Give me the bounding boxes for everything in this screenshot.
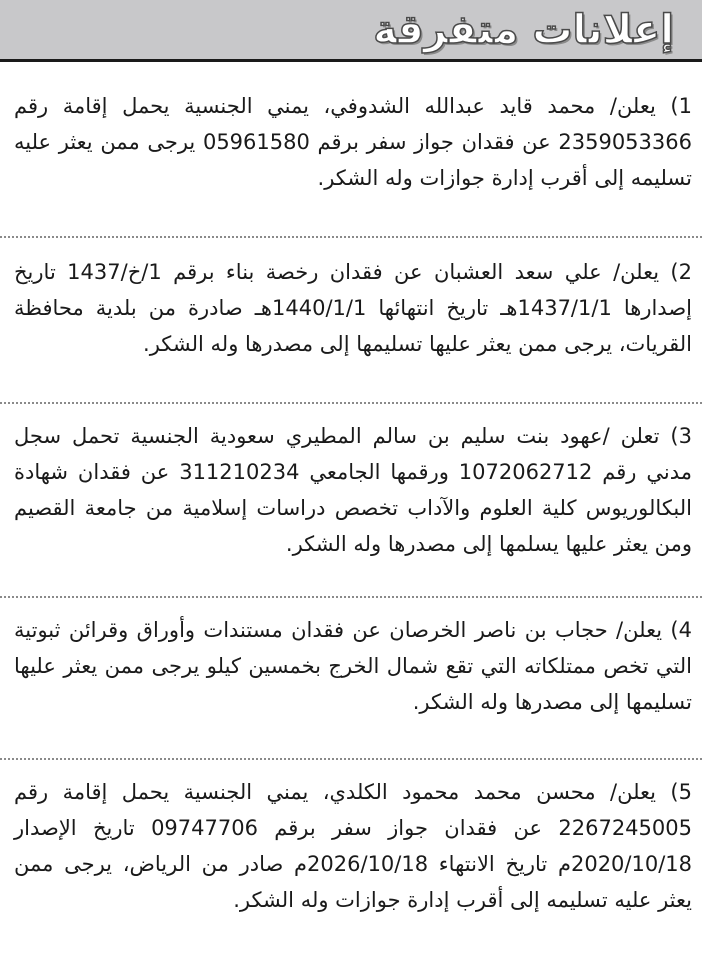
notice-text-2: 2) يعلن/ علي سعد العشبان عن فقدان رخصة بناء برقم 1/خ/1437 تاريخ إصدارها 1437/1/1هـ تاريخ انتهائها 1440/1/1هـ صادرة من بلدية محافظة القريات، يرجى ممن يعثر عليها تسليمها إلى مصدرها وله الشكر. <box>14 260 692 356</box>
notices-list <box>0 62 702 974</box>
notice-text-3: 3) تعلن /عهود بنت سليم بن سالم المطيري سعودية الجنسية تحمل سجل مدني رقم 1072062712 ورقمها الجامعي 311210234 عن فقدان شهادة البكالوريوس كلية العلوم والآداب تخصص دراسات إسلامية من جامعة القصيم ومن يعثر عليها يسلمها إلى مصدرها وله الشكر. <box>14 424 692 556</box>
notice-item-1 <box>0 62 702 238</box>
notice-text-4: 4) يعلن/ حجاب بن ناصر الخرصان عن فقدان مستندات وأوراق وقرائن ثبوتية التي تخص ممتلكاته التي تقع شمال الخرج بخمسين كيلو يرجى ممن يعثر عليها تسليمها إلى مصدرها وله الشكر. <box>14 618 692 714</box>
notice-item-3 <box>0 404 702 598</box>
notice-item-4 <box>0 598 702 760</box>
notice-text-5: 5) يعلن/ محسن محمد محمود الكلدي، يمني الجنسية يحمل إقامة رقم 2267245005 عن فقدان جواز سفر برقم 09747706 تاريخ الإصدار 2020/10/18م تاريخ الانتهاء 2026/10/18م صادر من الرياض، يرجى ممن يعثر عليه تسليمه إلى أقرب إدارة جوازات وله الشكر. <box>14 780 693 912</box>
notice-item-2 <box>0 238 702 404</box>
notice-text-1: 1) يعلن/ محمد قايد عبدالله الشدوفي، يمني الجنسية يحمل إقامة رقم 2359053366 عن فقدان جواز سفر برقم 05961580 يرجى ممن يعثر عليه تسليمه إلى أقرب إدارة جوازات وله الشكر. <box>14 94 692 190</box>
section-header <box>0 0 702 62</box>
section-title: إعلانات متفرقة <box>373 7 674 53</box>
notice-item-5 <box>0 760 702 974</box>
